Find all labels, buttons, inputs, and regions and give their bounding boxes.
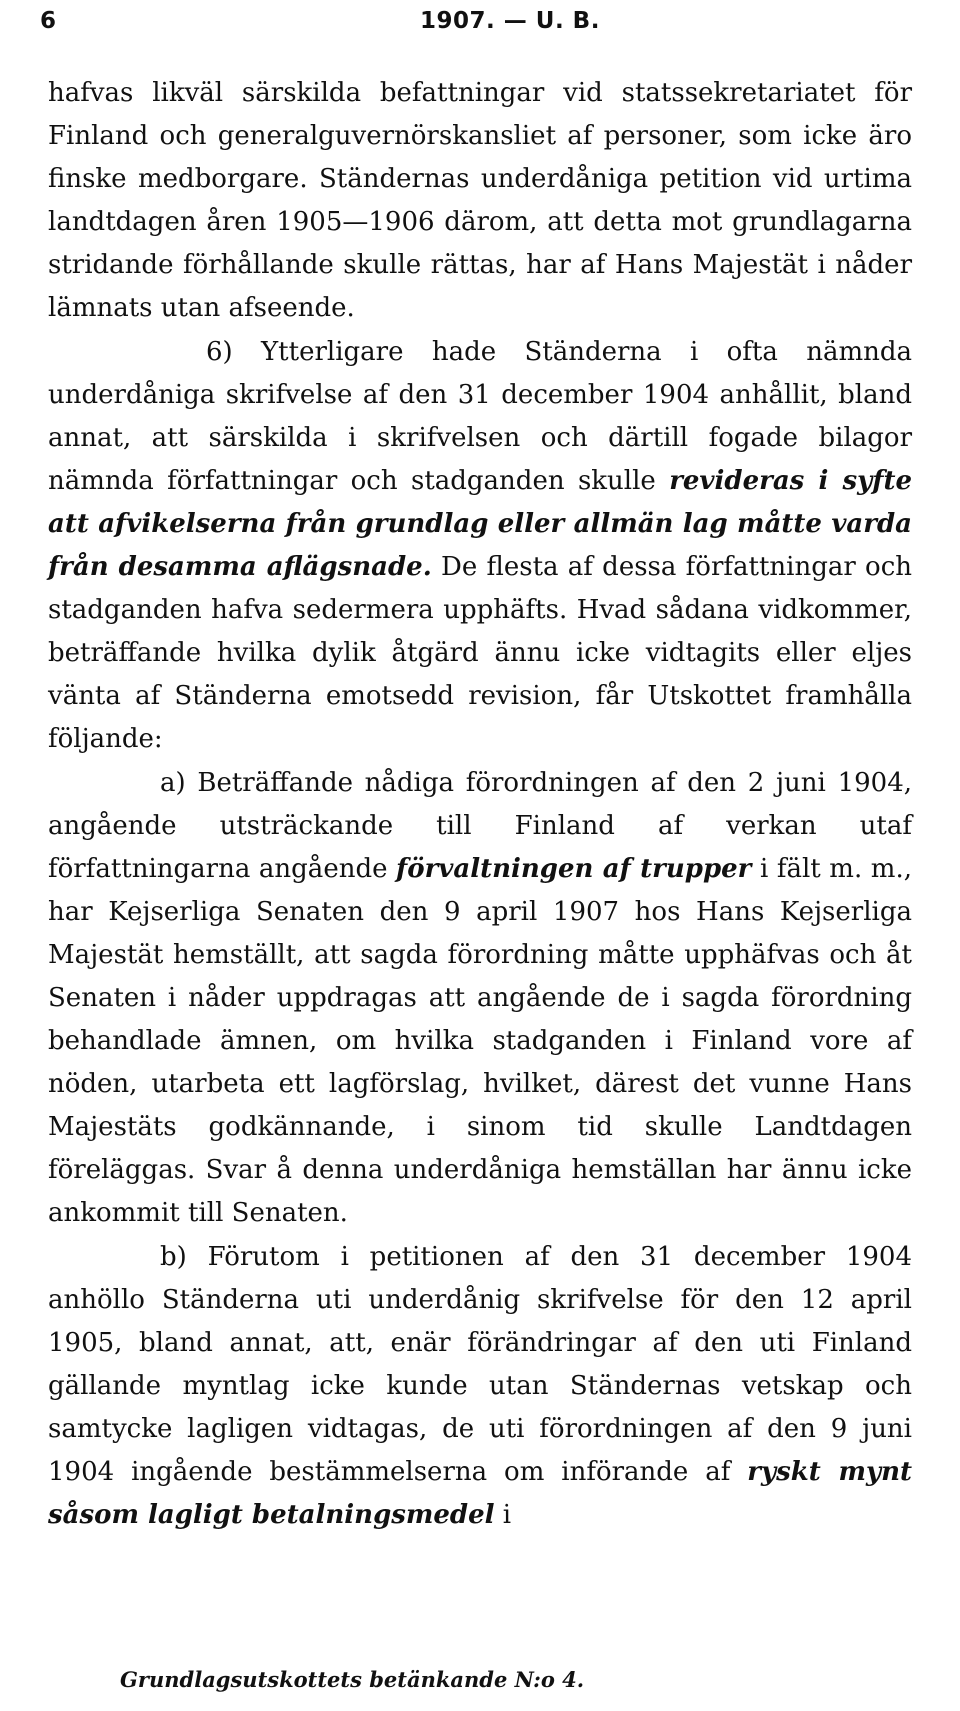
text-run: b) Förutom i petitionen af den 31 december 1904 anhöllo Ständerna uti underdånig skrifvelse för den 12 april 1905, bland annat, att, enär förändringar af den uti Finland gällande myntlag icke kunde utan Ständernas vetskap och samtycke lagligen vidtagas, de uti förordningen af den 9 juni 1904 ingående bestämmelserna om införande af — [48, 1241, 912, 1487]
paragraph — [48, 72, 912, 331]
running-head: 1907. — U. B. — [420, 8, 600, 34]
emphasized-text: revideras i syfte att afvikelserna från grundlag eller allmän lag måtte varda från desamma aflägsnade. — [48, 465, 912, 583]
emphasized-text: förvaltningen af trupper — [396, 853, 752, 884]
text-run: i fält m. m., har Kejserliga Senaten den 9 april 1907 hos Hans Kejserliga Majestät hemställt, att sagda förordning måtte upphäfvas och åt Senaten i nåder uppdragas att angående de i sagda förordning behandlade ämnen, om hvilka stadganden i Finland vore af nöden, utarbeta ett lagförslag, hvilket, därest det vunne Hans Majestäts godkännande, i sinom tid skulle Landtdagen föreläggas. Svar å denna underdåniga hemställan har ännu icke ankommit till Senaten. — [48, 853, 912, 1229]
document-page — [40, 0, 912, 1711]
emphasized-text: ryskt mynt såsom lagligt betalningsmedel — [48, 1457, 912, 1531]
footer-signature: Grundlagsutskottets betänkande N:o 4. — [120, 1667, 585, 1692]
paragraph — [48, 331, 912, 762]
page-number: 6 — [40, 8, 57, 34]
text-run: De flesta af dessa författningar och stadganden hafva sedermera upphäfts. Hvad sådana vidkommer, beträffande hvilka dylik åtgärd ännu icke vidtagits eller eljes vänta af Ständerna emotsedd revision, får Utskottet framhålla följande: — [48, 552, 912, 755]
page-header — [40, 8, 912, 44]
paragraph — [48, 1236, 912, 1538]
text-run: i — [494, 1500, 512, 1531]
text-run: a) Beträffande nådiga förordningen af den 2 juni 1904, angående utsträckande till Finland af verkan utaf författningarna angående — [48, 767, 912, 884]
text-run: 6) Ytterligare hade Ständerna i ofta nämnda underdåniga skrifvelse af den 31 december 1904 anhållit, bland annat, att särskilda i skrifvelsen och därtill fogade bilagor nämnda författningar och stadganden skulle — [48, 336, 912, 496]
body-text — [48, 72, 912, 1537]
paragraph — [48, 762, 912, 1236]
text-run: hafvas likväl särskilda befattningar vid statssekretariatet för Finland och generalguvernörskansliet af personer, som icke äro finske medborgare. Ständernas underdåniga petition vid urtima landtdagen åren 1905—1906 därom, att detta mot grundlagarna stridande förhållande skulle rättas, har af Hans Majestät i nåder lämnats utan afseende. — [48, 78, 912, 324]
